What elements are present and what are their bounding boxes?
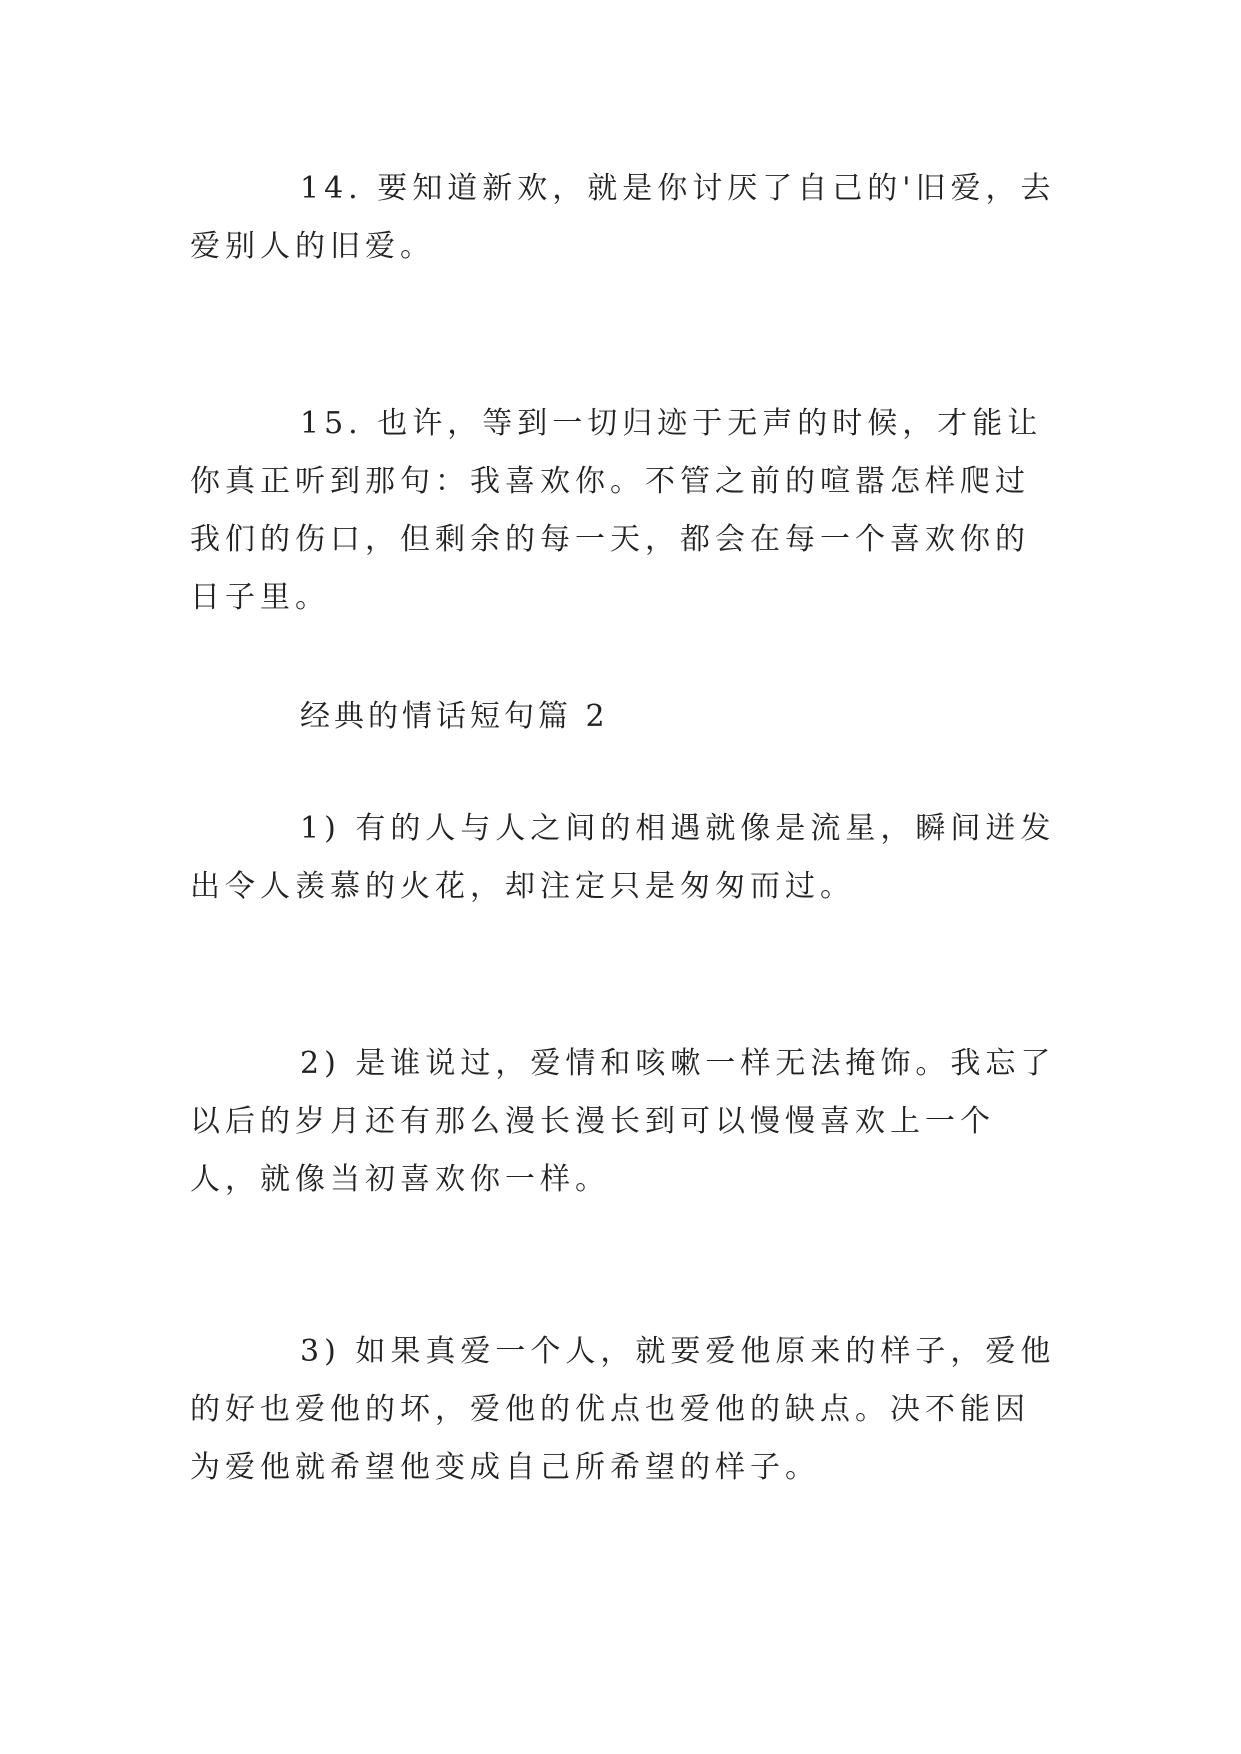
quote-2: 2) 是谁说过，爱情和咳嗽一样无法掩饰。我忘了以后的岁月还有那么漫长漫长到可以慢慢喜欢上一个人，就像当初喜欢你一样。 — [190, 1046, 1056, 1197]
quote-3: 3) 如果真爱一个人，就要爱他原来的样子，爱他的好也爱他的坏，爱他的优点也爱他的缺点。决不能因为爱他就希望他变成自己所希望的样子。 — [190, 1334, 1056, 1485]
paragraph-15: 15. 也许，等到一切归迹于无声的时候，才能让你真正听到那句：我喜欢你。不管之前的喧嚣怎样爬过我们的伤口，但剩余的每一天，都会在每一个喜欢你的日子里。 — [190, 406, 1043, 615]
quote-1: 1) 有的人与人之间的相遇就像是流星，瞬间迸发出令人羡慕的火花，却注定只是匆匆而过。 — [190, 811, 1056, 904]
section-heading: 经典的情话短句篇 2 — [300, 699, 609, 734]
paragraph-14: 14. 要知道新欢，就是你讨厌了自己的'旧爱，去爱别人的旧爱。 — [190, 171, 1056, 264]
